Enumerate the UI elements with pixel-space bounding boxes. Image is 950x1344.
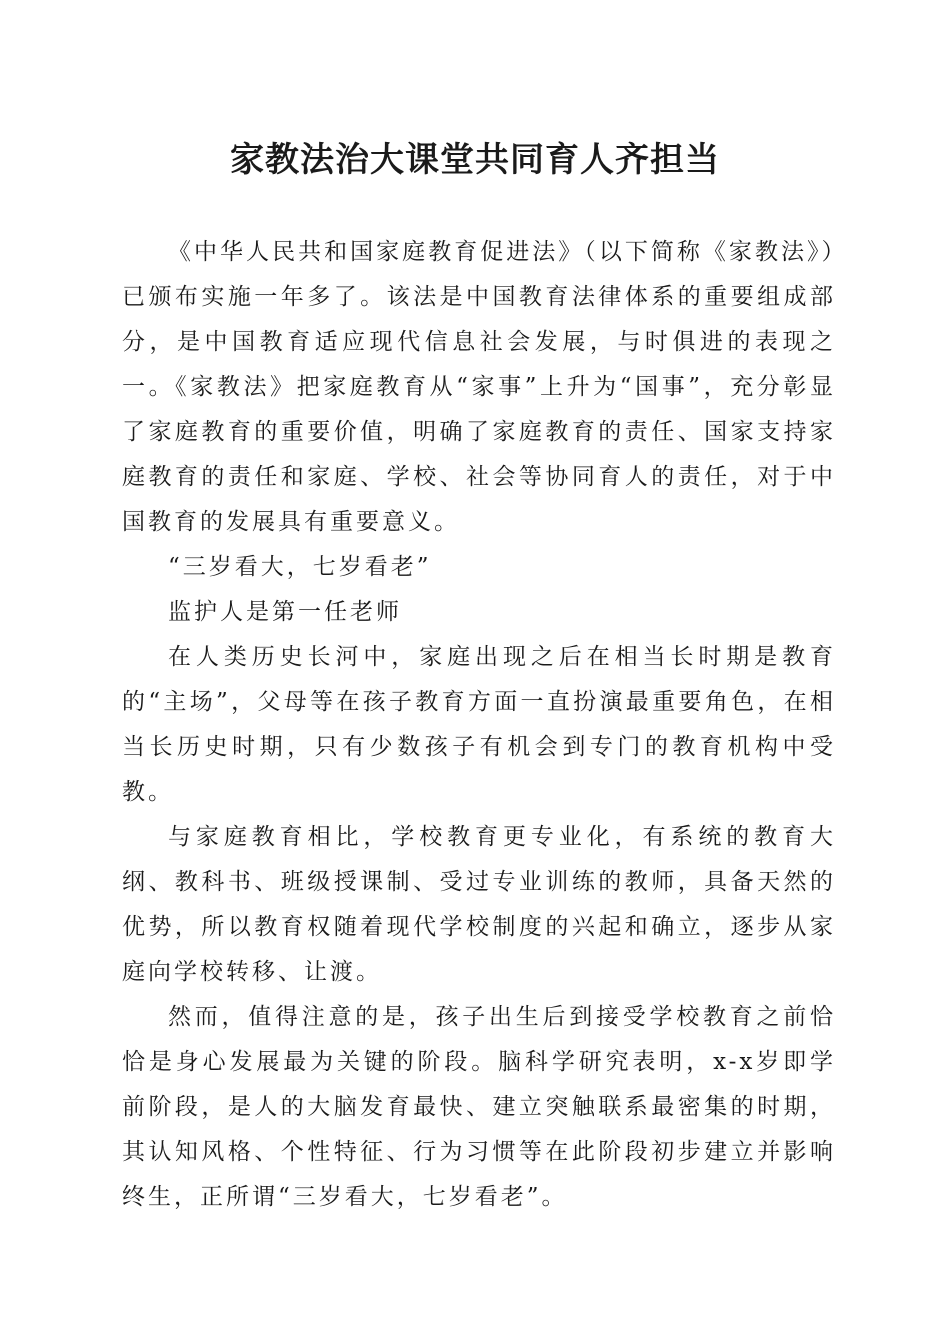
- paragraph-history: 在人类历史长河中，家庭出现之后在相当长时期是教育的“主场”，父母等在孩子教育方面一直扮演最重要角色，在相当长历史时期，只有少数孩子有机会到专门的教育机构中受教。: [122, 644, 836, 805]
- paragraph-early-development: 然而，值得注意的是，孩子出生后到接受学校教育之前恰恰是身心发展最为关键的阶段。脑科学研究表明，x-x岁即学前阶段，是人的大脑发育最快、建立突触联系最密集的时期，其认知风格、个性特征、行为习惯等在此阶段初步建立并影响终生，正所谓“三岁看大，七岁看老”。: [122, 1004, 836, 1210]
- paragraph-subheading-guardian: 监护人是第一任老师: [168, 599, 402, 625]
- paragraph-subheading-quote: “三岁看大，七岁看老”: [168, 554, 432, 580]
- document-body: [122, 230, 836, 1220]
- paragraph-school-education: 与家庭教育相比，学校教育更专业化，有系统的教育大纲、教科书、班级授课制、受过专业训练的教师，具备天然的优势，所以教育权随着现代学校制度的兴起和确立，逐步从家庭向学校转移、让渡。: [122, 824, 836, 985]
- paragraph-intro: 《中华人民共和国家庭教育促进法》（以下简称《家教法》）已颁布实施一年多了。该法是中国教育法律体系的重要组成部分，是中国教育适应现代信息社会发展，与时俱进的表现之一。《家教法》把家庭教育从“家事”上升为“国事”，充分彰显了家庭教育的重要价值，明确了家庭教育的责任、国家支持家庭教育的责任和家庭、学校、社会等协同育人的责任，对于中国教育的发展具有重要意义。: [122, 239, 836, 535]
- document-title: 家教法治大课堂共同育人齐担当: [230, 140, 720, 180]
